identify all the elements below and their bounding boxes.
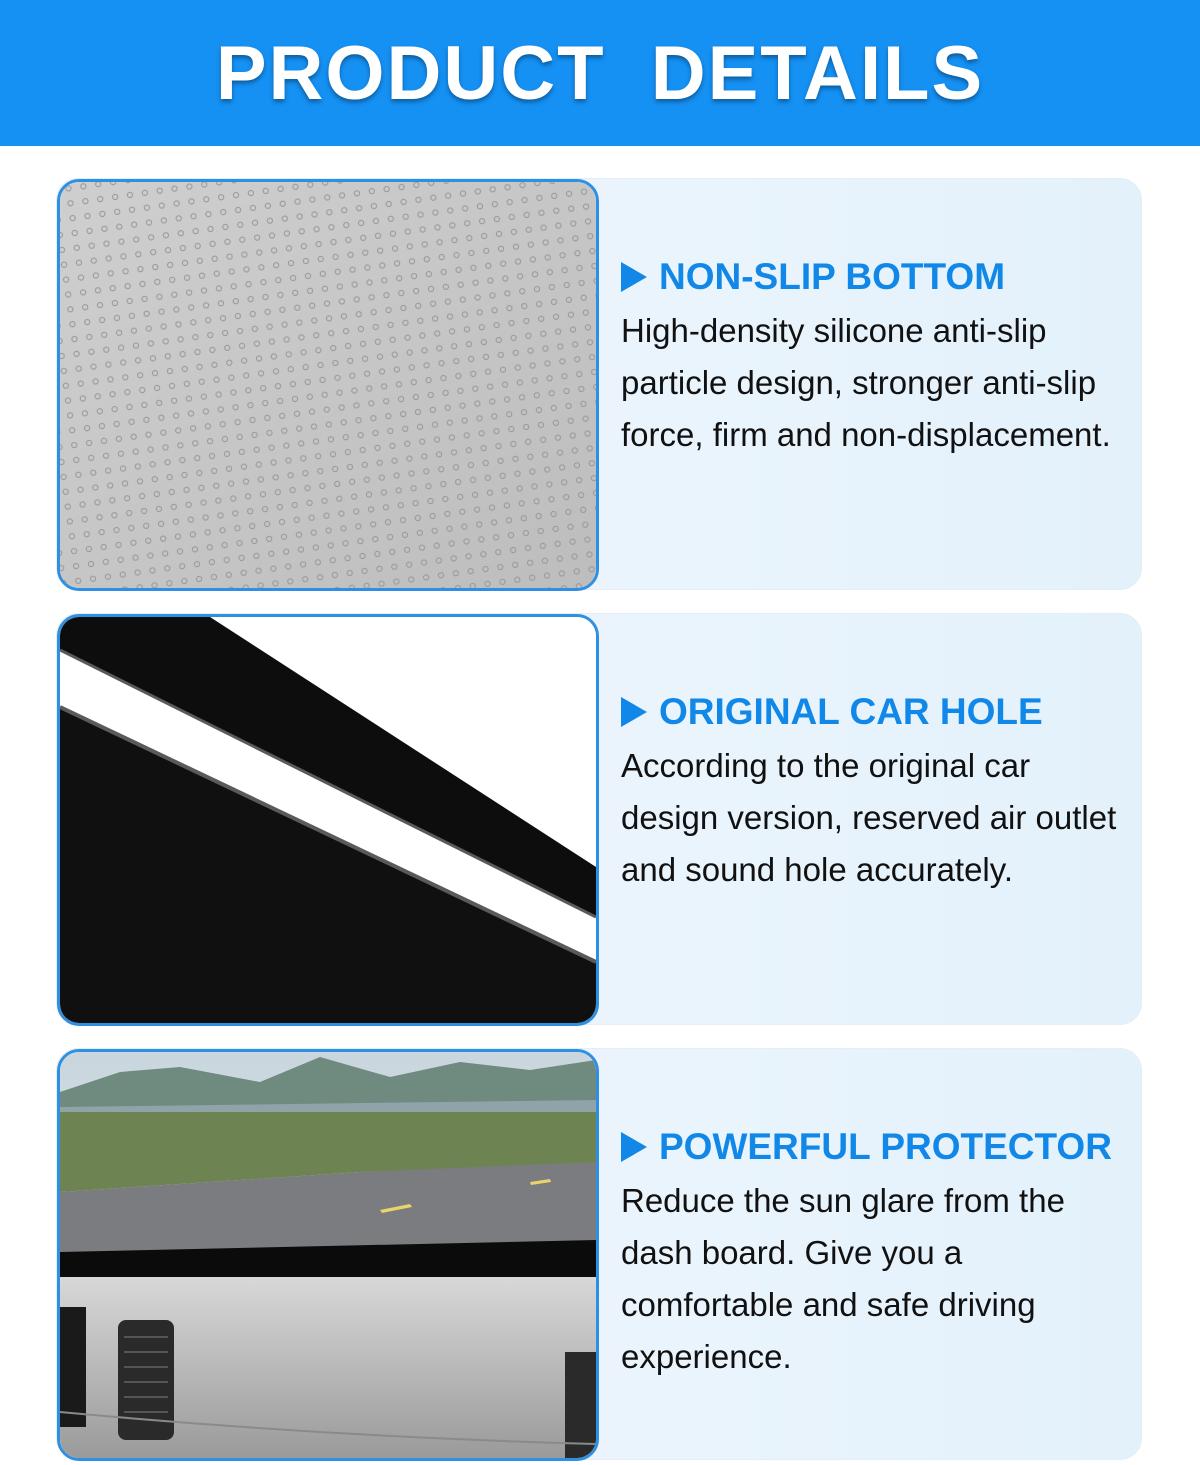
feature-title [621,1123,1136,1171]
feature-card-protector [56,1048,1142,1460]
triangle-right-icon [621,697,647,727]
feature-description: High-density silicone anti-slip particle design, stronger anti-slip force, firm and non-displacement. [621,312,1111,453]
page-title: PRODUCT DETAILS [215,30,985,116]
page-header [0,0,1200,146]
feature-card-non-slip [56,178,1142,590]
feature-description: Reduce the sun glare from the dash board. Give you a comfortable and safe driving experience. [621,1182,1065,1375]
triangle-right-icon [621,262,647,292]
feature-text-non-slip [621,253,1136,461]
feature-title-label: NON-SLIP BOTTOM [659,256,1006,297]
original-car-hole-photo [57,614,599,1026]
feature-title-label: ORIGINAL CAR HOLE [659,691,1043,732]
feature-title [621,253,1136,301]
triangle-right-icon [621,1132,647,1162]
feature-description: According to the original car design version, reserved air outlet and sound hole accurately. [621,747,1117,888]
feature-card-car-hole [56,613,1142,1025]
powerful-protector-photo [57,1049,599,1461]
feature-title-label: POWERFUL PROTECTOR [659,1126,1112,1167]
feature-text-car-hole [621,688,1136,896]
feature-title [621,688,1136,736]
feature-text-protector [621,1123,1136,1383]
non-slip-bottom-photo [57,179,599,591]
